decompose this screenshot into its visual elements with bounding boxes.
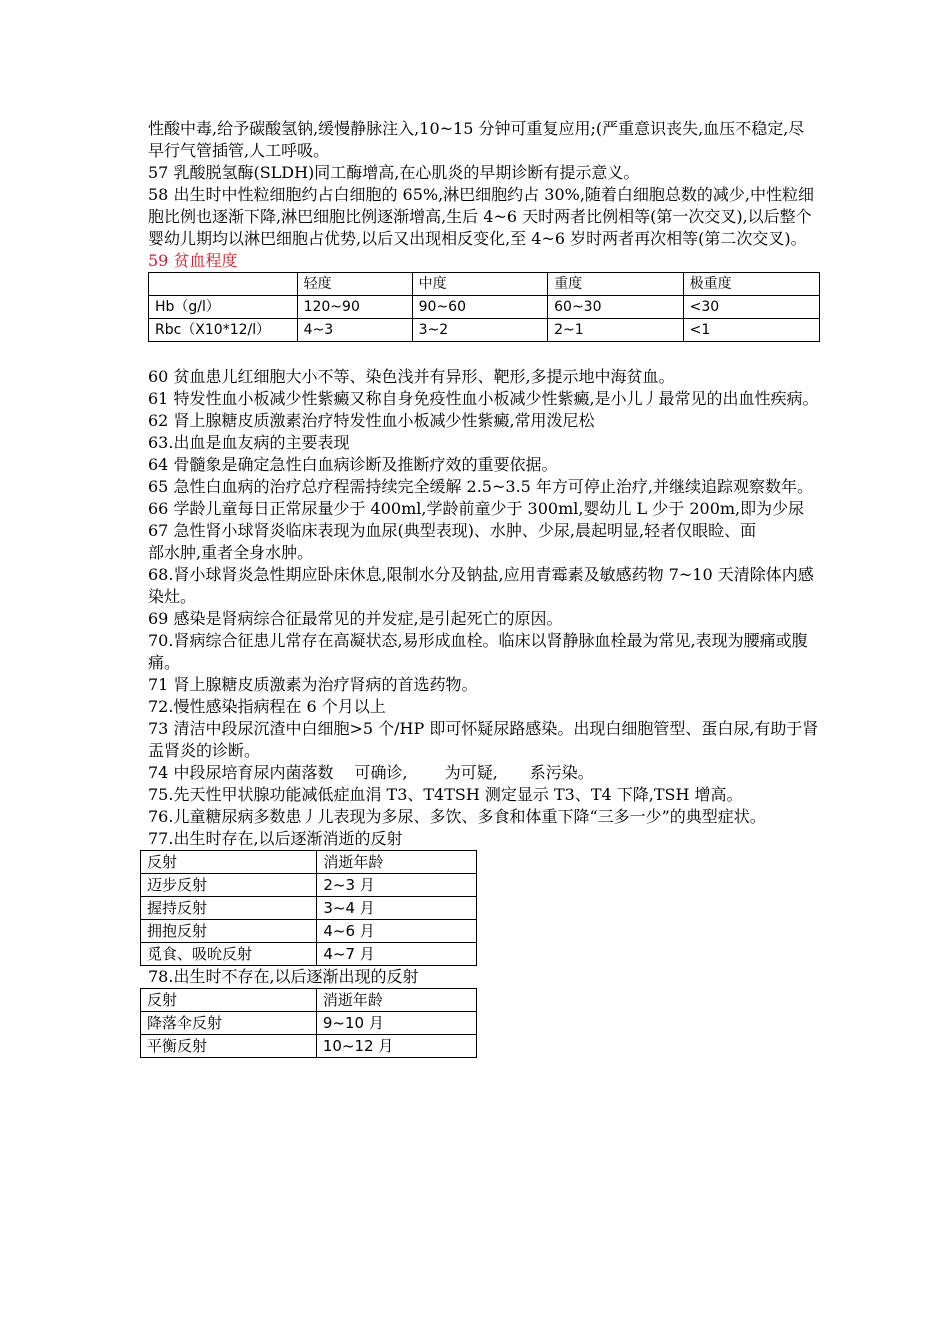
paragraph: 72.慢性感染指病程在 6 个月以上 xyxy=(148,697,386,716)
paragraph: 65 急性白血病的治疗总疗程需持续完全缓解 2.5~3.5 年方可停止治疗,并继续追踪观察数年。 xyxy=(148,477,814,496)
table-row xyxy=(141,920,477,943)
paragraph: 66 学龄儿童每日正常尿量少于 400ml,学龄前童少于 300ml,婴幼儿 L 少于 200m,即为少尿 xyxy=(148,499,805,518)
table-cell: 消逝年龄 xyxy=(317,851,477,874)
paragraph: 69 感染是肾病综合征最常见的并发症,是引起死亡的原因。 xyxy=(148,609,563,628)
paragraph: 58 出生时中性粒细胞约占白细胞的 65%,淋巴细胞约占 30%,随着白细胞总数的减少,中性粒细胞比例也逐渐下降,淋巴细胞比例逐渐增高,生后 4~6 天时两者比例相等(第一次交叉),以后整个婴幼儿期均以淋巴细胞占优势,以后又出现相反变化,至 4~6 岁时两者再次相等(第二次交叉)。 xyxy=(148,185,815,248)
table-cell: 3~2 xyxy=(412,319,547,342)
reflex-table-appearing xyxy=(140,988,477,1058)
paragraph: 63.出血是血友病的主要表现 xyxy=(148,433,350,452)
table-row xyxy=(141,874,477,897)
paragraph: 76.儿童糖尿病多数患丿儿表现为多尿、多饮、多食和体重下降“三多一少”的典型症状。 xyxy=(148,807,766,826)
table-cell: 60~30 xyxy=(548,296,683,319)
table-cell: <1 xyxy=(683,319,819,342)
paragraph: 67 急性肾小球肾炎临床表现为血尿(典型表现)、水肿、少尿,晨起明显,轻者仅眼睑、面 xyxy=(148,521,757,540)
table-cell: 平衡反射 xyxy=(141,1035,317,1058)
paragraph: 性酸中毒,给予碳酸氢钠,缓慢静脉注入,10~15 分钟可重复应用;(严重意识丧失,血压不稳定,尽早行气管插管,人工呼吸。 xyxy=(148,119,805,160)
paragraph-group-top xyxy=(148,118,820,250)
paragraph: 73 清洁中段尿沉渣中白细胞>5 个/HP 即可怀疑尿路感染。出现白细胞管型、蛋白尿,有助于肾盂肾炎的诊断。 xyxy=(148,719,819,760)
table-cell: 迈步反射 xyxy=(141,874,317,897)
table-cell: 3~4 月 xyxy=(317,897,477,920)
table-cell xyxy=(149,273,298,296)
paragraph: 61 特发性血小板减少性紫癜又称自身免疫性血小板减少性紫癜,是小儿丿最常见的出血性疾病。 xyxy=(148,389,819,408)
spacer xyxy=(148,342,820,366)
paragraph-group-main xyxy=(148,366,820,850)
table-cell: 4~7 月 xyxy=(317,943,477,966)
table-header-row xyxy=(149,273,820,296)
table-row xyxy=(141,897,477,920)
paragraph: 77.出生时存在,以后逐渐消逝的反射 xyxy=(148,829,403,848)
table-cell: 握持反射 xyxy=(141,897,317,920)
table-cell: 反射 xyxy=(141,851,317,874)
table-cell: 反射 xyxy=(141,989,317,1012)
table-cell: 觅食、吸吮反射 xyxy=(141,943,317,966)
table-cell: 轻度 xyxy=(297,273,412,296)
table-row xyxy=(149,319,820,342)
table-cell: 2~1 xyxy=(548,319,683,342)
table-cell: 9~10 月 xyxy=(316,1012,476,1035)
table-cell: 4~6 月 xyxy=(317,920,477,943)
table-cell: 极重度 xyxy=(683,273,819,296)
paragraph: 68.肾小球肾炎急性期应卧床休息,限制水分及钠盐,应用青霉素及敏感药物 7~10 天清除体内感染灶。 xyxy=(148,565,814,606)
paragraph: 64 骨髓象是确定急性白血病诊断及推断疗效的重要依据。 xyxy=(148,455,558,474)
paragraph: 62 肾上腺糖皮质激素治疗特发性血小板减少性紫癜,常用泼尼松 xyxy=(148,411,595,430)
table-header-row xyxy=(141,989,477,1012)
table-row xyxy=(141,1035,477,1058)
table-cell: <30 xyxy=(683,296,819,319)
table-cell: 90~60 xyxy=(412,296,547,319)
paragraph: 70.肾病综合征患儿常存在高凝状态,易形成血栓。临床以肾静脉血栓最为常见,表现为腰痛或腹痛。 xyxy=(148,631,808,672)
paragraph: 75.先天性甲状腺功能减低症血涓 T3、T4TSH 测定显示 T3、T4 下降,TSH 增高。 xyxy=(148,785,743,804)
table-cell: Hb（g/l） xyxy=(149,296,298,319)
table-cell: 消逝年龄 xyxy=(316,989,476,1012)
table-cell: Rbc（X10*12/l） xyxy=(149,319,298,342)
paragraph: 57 乳酸脱氢酶(SLDH)同工酶增高,在心肌炎的早期诊断有提示意义。 xyxy=(148,163,640,182)
table-row xyxy=(141,1012,477,1035)
table-cell: 拥抱反射 xyxy=(141,920,317,943)
table-cell: 120~90 xyxy=(297,296,412,319)
reflex-table-disappearing xyxy=(140,850,477,966)
paragraph: 71 肾上腺糖皮质激素为治疗肾病的首选药物。 xyxy=(148,675,478,694)
table-cell: 中度 xyxy=(412,273,547,296)
table-cell: 重度 xyxy=(548,273,683,296)
table-cell: 4~3 xyxy=(297,319,412,342)
table-cell: 降落伞反射 xyxy=(141,1012,317,1035)
anemia-severity-table xyxy=(148,272,820,342)
table-cell: 2~3 月 xyxy=(317,874,477,897)
document-page xyxy=(148,118,820,1058)
paragraph: 部水肿,重者全身水肿。 xyxy=(148,543,314,562)
paragraph: 74 中段尿培育尿内菌落数 可确诊, 为可疑, 系污染。 xyxy=(148,763,594,782)
section-heading-78: 78.出生时不存在,以后逐渐出现的反射 xyxy=(148,967,419,986)
paragraph: 60 贫血患儿红细胞大小不等、染色浅并有异形、靶形,多提示地中海贫血。 xyxy=(148,367,675,386)
table-cell: 10~12 月 xyxy=(316,1035,476,1058)
table-header-row xyxy=(141,851,477,874)
table-row xyxy=(141,943,477,966)
section-heading-anemia: 59 贫血程度 xyxy=(148,251,238,270)
table-row xyxy=(149,296,820,319)
